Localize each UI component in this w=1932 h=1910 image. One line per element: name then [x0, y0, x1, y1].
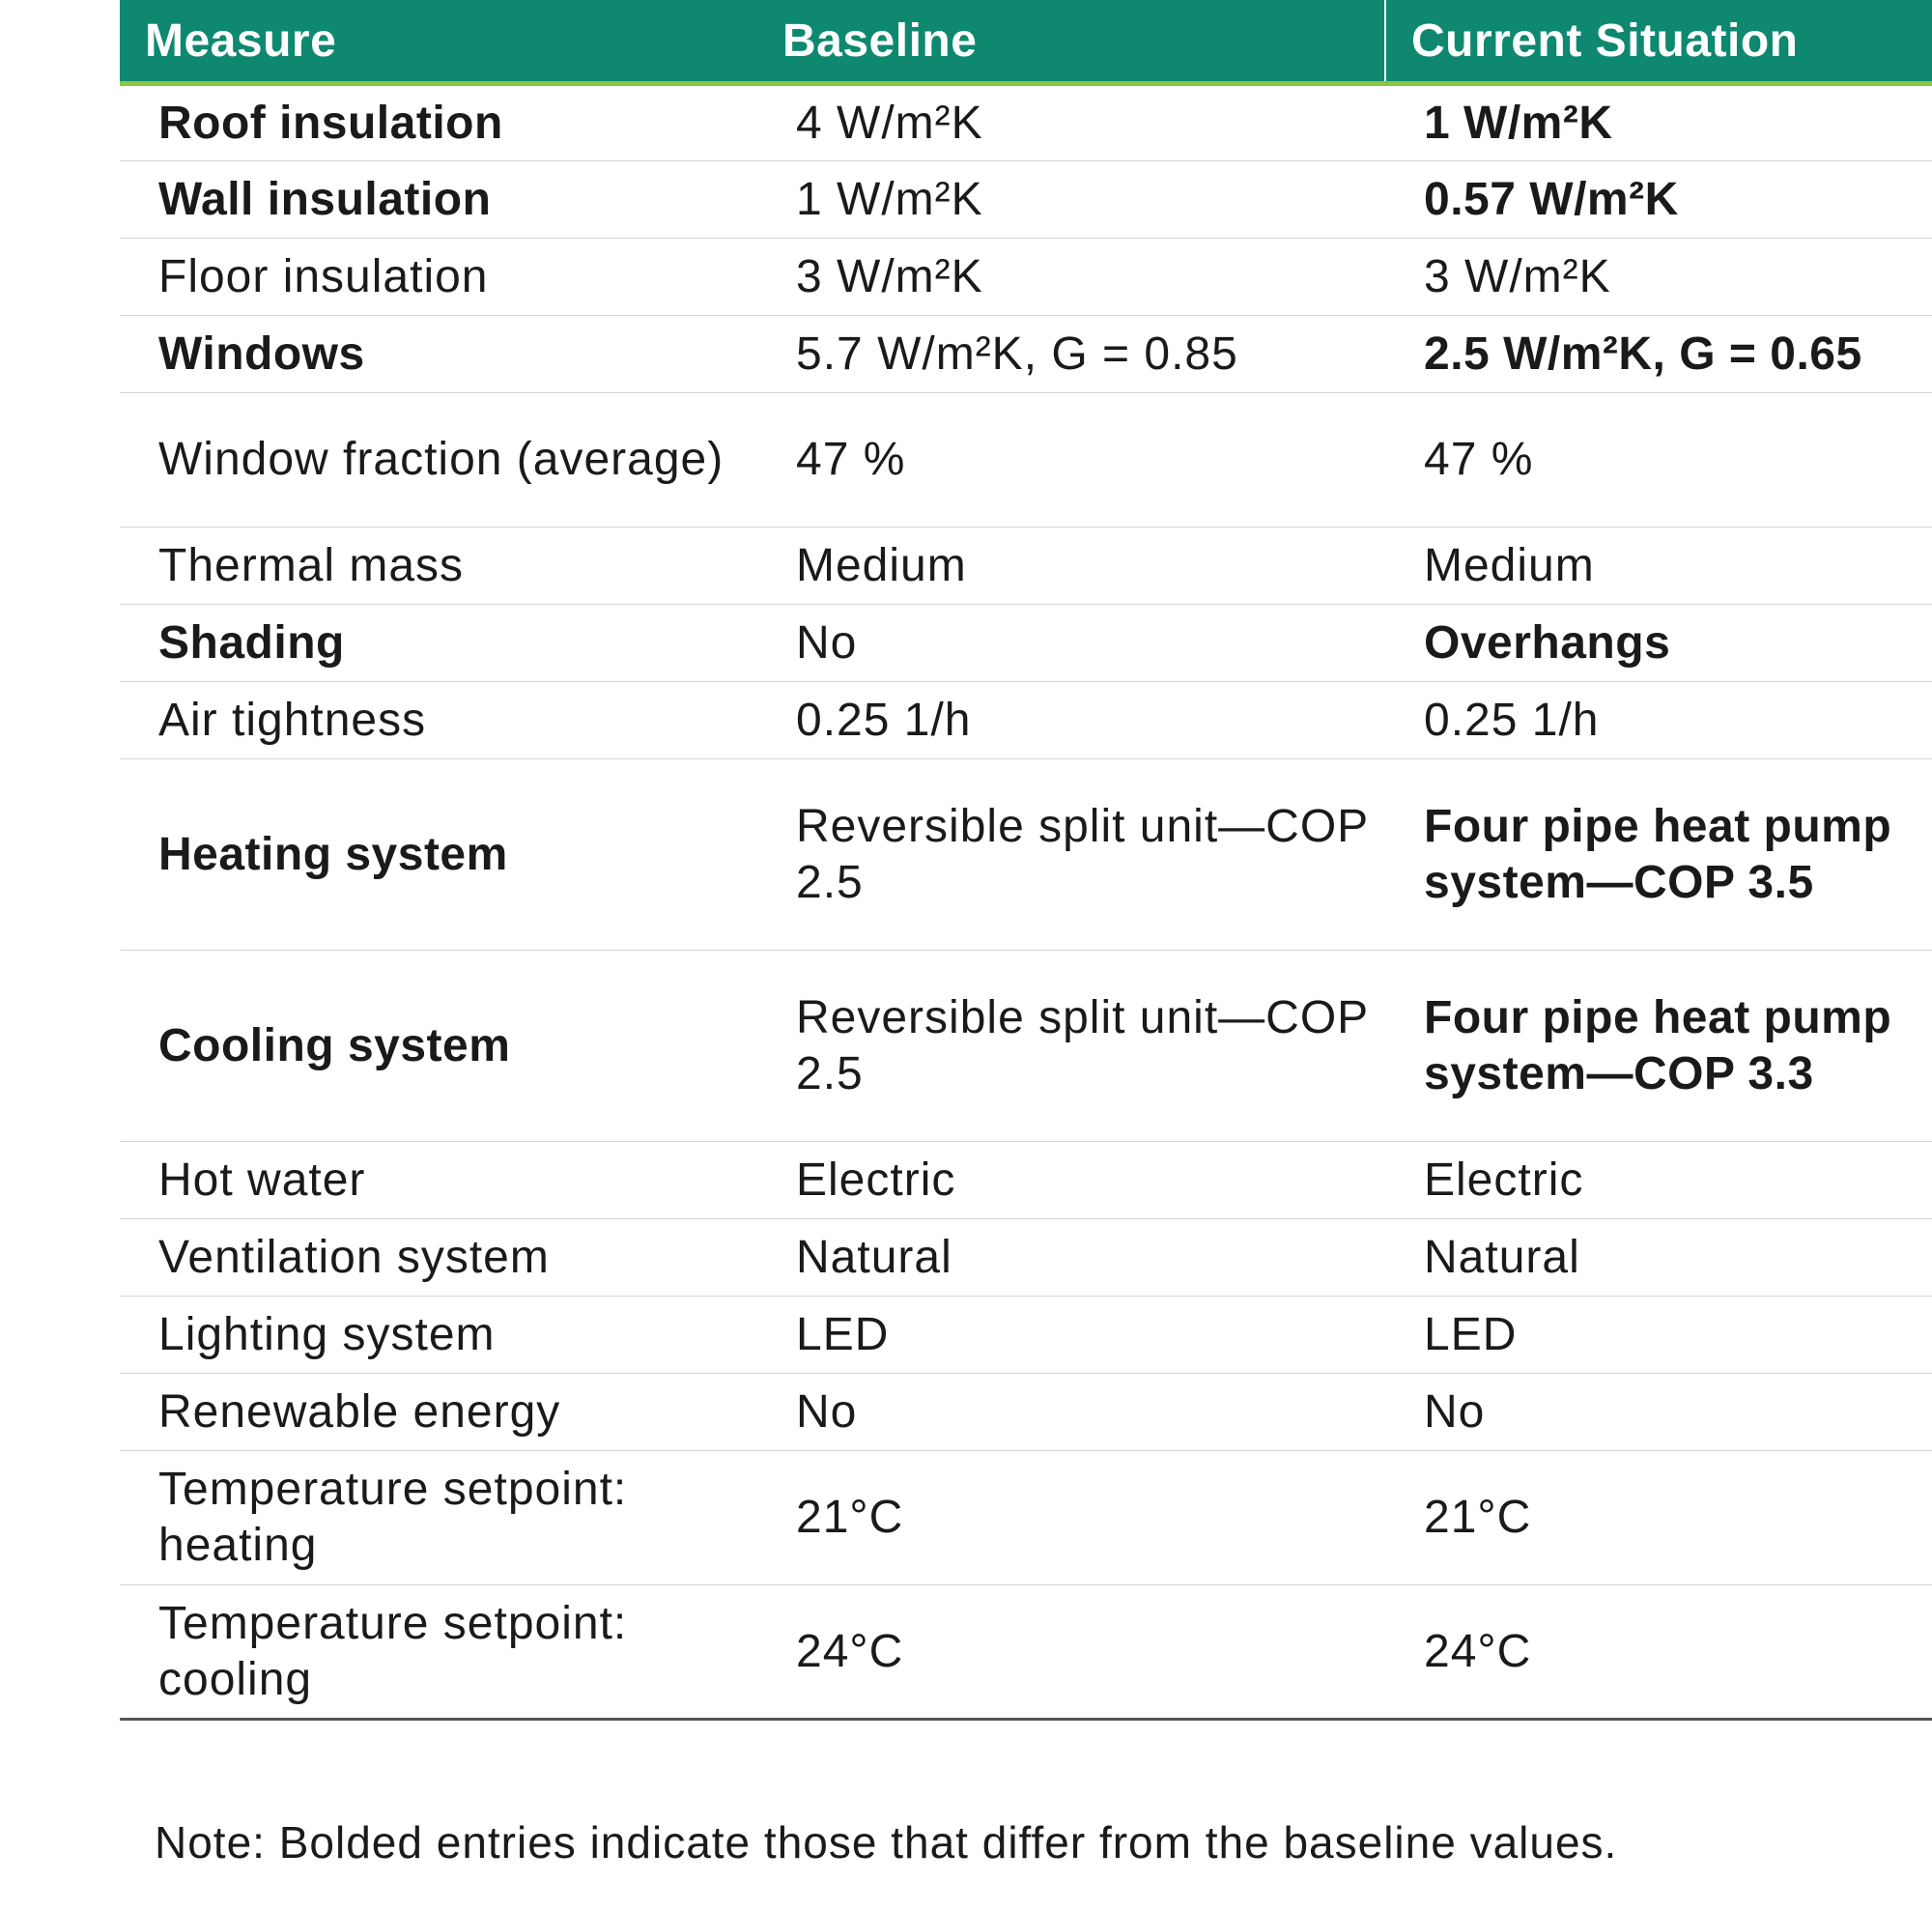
cell-baseline: Medium — [757, 527, 1385, 605]
cell-current: Overhangs — [1385, 605, 1932, 682]
cell-current: 21°C — [1385, 1451, 1932, 1585]
cell-baseline: LED — [757, 1297, 1385, 1374]
cell-baseline: 4 W/m²K — [757, 84, 1385, 161]
cell-baseline: Natural — [757, 1219, 1385, 1297]
cell-current: 2.5 W/m²K, G = 0.65 — [1385, 316, 1932, 393]
table-row — [120, 393, 1932, 527]
cell-current: 3 W/m²K — [1385, 239, 1932, 316]
cell-measure: Lighting system — [120, 1297, 757, 1374]
table-row — [120, 682, 1932, 759]
table-row — [120, 527, 1932, 605]
cell-baseline: 0.25 1/h — [757, 682, 1385, 759]
table-row — [120, 161, 1932, 239]
table-row — [120, 1219, 1932, 1297]
table-row — [120, 1374, 1932, 1451]
cell-current: 47 % — [1385, 393, 1932, 527]
table-row — [120, 1142, 1932, 1219]
measures-table — [120, 0, 1932, 1721]
cell-current: Natural — [1385, 1219, 1932, 1297]
table-row — [120, 605, 1932, 682]
cell-baseline: Reversible split unit—COP 2.5 — [757, 759, 1385, 951]
cell-current: LED — [1385, 1297, 1932, 1374]
cell-measure: Renewable energy — [120, 1374, 757, 1451]
cell-measure: Wall insulation — [120, 161, 757, 239]
table-row — [120, 1297, 1932, 1374]
cell-baseline: 21°C — [757, 1451, 1385, 1585]
cell-current: Medium — [1385, 527, 1932, 605]
header-baseline: Baseline — [757, 0, 1385, 84]
header-current-situation: Current Situation — [1385, 0, 1932, 84]
cell-measure: Shading — [120, 605, 757, 682]
cell-measure: Temperature setpoint: cooling — [120, 1585, 757, 1720]
cell-baseline: 47 % — [757, 393, 1385, 527]
cell-measure: Floor insulation — [120, 239, 757, 316]
cell-current: 1 W/m²K — [1385, 84, 1932, 161]
cell-measure: Ventilation system — [120, 1219, 757, 1297]
cell-baseline: Reversible split unit—COP 2.5 — [757, 951, 1385, 1142]
cell-measure: Thermal mass — [120, 527, 757, 605]
cell-baseline: 24°C — [757, 1585, 1385, 1720]
table-row — [120, 759, 1932, 951]
cell-measure: Air tightness — [120, 682, 757, 759]
cell-measure: Window fraction (average) — [120, 393, 757, 527]
cell-baseline: 5.7 W/m²K, G = 0.85 — [757, 316, 1385, 393]
table-row — [120, 239, 1932, 316]
cell-current: 0.57 W/m²K — [1385, 161, 1932, 239]
table-body — [120, 84, 1932, 1720]
table-note: Note: Bolded entries indicate those that differ from the baseline values. — [155, 1817, 1618, 1867]
cell-current: Four pipe heat pump system—COP 3.3 — [1385, 951, 1932, 1142]
cell-measure: Cooling system — [120, 951, 757, 1142]
cell-measure: Temperature setpoint: heating — [120, 1451, 757, 1585]
cell-current: Four pipe heat pump system—COP 3.5 — [1385, 759, 1932, 951]
table-row — [120, 1451, 1932, 1585]
table-row — [120, 951, 1932, 1142]
cell-current: 24°C — [1385, 1585, 1932, 1720]
comparison-table-wrap — [120, 0, 1932, 1721]
cell-measure: Heating system — [120, 759, 757, 951]
cell-current: Electric — [1385, 1142, 1932, 1219]
cell-baseline: 1 W/m²K — [757, 161, 1385, 239]
table-row — [120, 84, 1932, 161]
cell-baseline: Electric — [757, 1142, 1385, 1219]
table-row — [120, 316, 1932, 393]
cell-current: 0.25 1/h — [1385, 682, 1932, 759]
cell-baseline: No — [757, 605, 1385, 682]
cell-measure: Roof insulation — [120, 84, 757, 161]
cell-baseline: 3 W/m²K — [757, 239, 1385, 316]
table-row — [120, 1585, 1932, 1720]
header-measure: Measure — [120, 0, 757, 84]
cell-current: No — [1385, 1374, 1932, 1451]
cell-measure: Windows — [120, 316, 757, 393]
table-header-row — [120, 0, 1932, 84]
cell-baseline: No — [757, 1374, 1385, 1451]
cell-measure: Hot water — [120, 1142, 757, 1219]
